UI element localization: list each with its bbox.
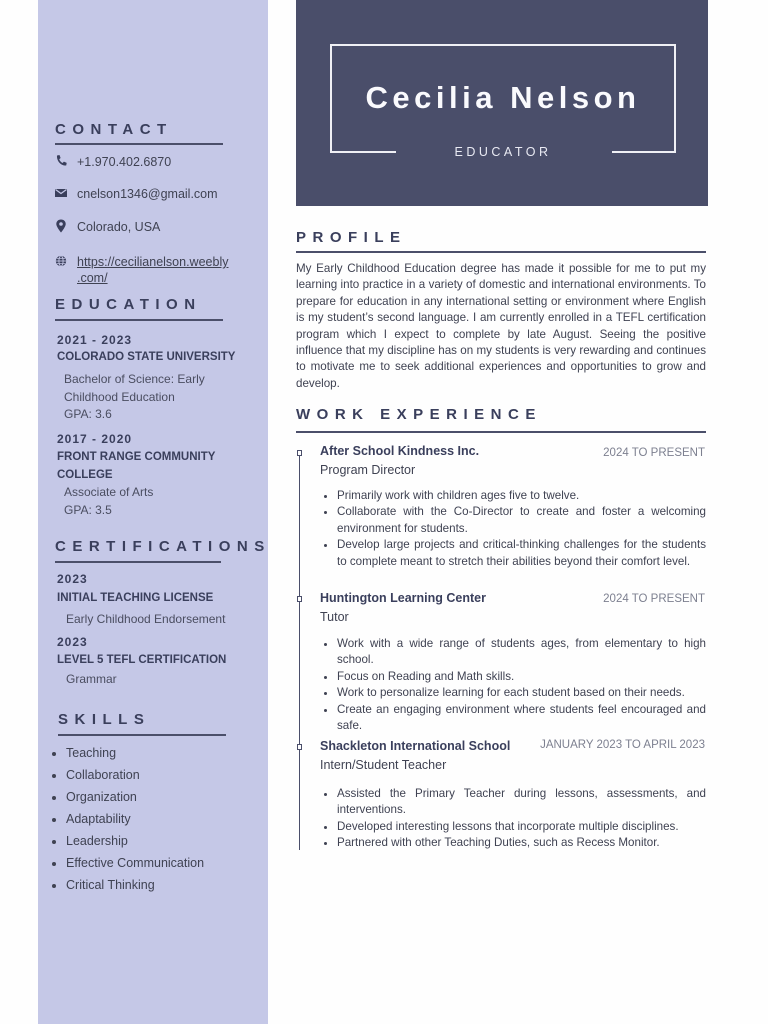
- skill-item: • Organization: [66, 789, 204, 811]
- job-role: Intern/Student Teacher: [320, 758, 447, 772]
- job-company: Huntington Learning Center: [320, 591, 486, 605]
- timeline-marker: [297, 744, 302, 750]
- candidate-role: EDUCATOR: [454, 145, 552, 159]
- job-dates: 2024 TO PRESENT: [603, 593, 705, 605]
- duty-item: • Developed interesting lessons that incorporate multiple disciplines.: [337, 819, 706, 835]
- work-divider: [296, 431, 706, 433]
- education-degree: Associate of Arts: [64, 485, 154, 499]
- certification-year: 2023: [57, 635, 88, 649]
- header-frame: [330, 44, 676, 46]
- duty-item: • Focus on Reading and Math skills.: [337, 669, 706, 685]
- skill-item: • Effective Communication: [66, 855, 204, 877]
- job-company: Shackleton International School: [320, 739, 511, 753]
- contact-heading: CONTACT: [55, 121, 173, 138]
- education-gpa: GPA: 3.5: [64, 503, 112, 517]
- duty-item: • Work with a wide range of students ages, from elementary to high school.: [337, 636, 706, 669]
- phone-number: +1.970.402.6870: [77, 155, 172, 169]
- job-dates: JANUARY 2023 TO APRIL 2023: [540, 739, 705, 751]
- education-heading: EDUCATION: [55, 296, 202, 313]
- skill-item: • Leadership: [66, 833, 204, 855]
- candidate-name: Cecilia Nelson: [365, 80, 641, 115]
- timeline-line: [299, 452, 300, 850]
- certifications-heading: CERTIFICATIONS: [55, 538, 271, 555]
- profile-divider: [296, 251, 706, 253]
- contact-divider: [55, 143, 223, 145]
- skills-list: [52, 745, 204, 899]
- duty-item: • Partnered with other Teaching Duties, such as Recess Monitor.: [337, 835, 706, 851]
- education-gpa: GPA: 3.6: [64, 407, 112, 421]
- profile-text: My Early Childhood Education degree has made it possible for me to put my learning into practice in a variety of domestic and international environments. To prepare for education in any international setting or environment where English is my student’s second language. I am currently enrolled in a TEFL certification program which I expect to complete by late August. Seeing the positive influence that my discipline has on my students is very rewarding and continues to motivate me to seek additional experiences and opportunities to grow and develop.: [296, 262, 706, 390]
- job-duties: [320, 488, 706, 570]
- job-dates: 2024 TO PRESENT: [603, 447, 705, 459]
- education-school: COLORADO STATE UNIVERSITY: [57, 351, 236, 363]
- work-heading: WORK EXPERIENCE: [296, 406, 542, 423]
- education-school: FRONT RANGE COMMUNITY COLLEGE: [57, 451, 216, 481]
- education-years: 2017 - 2020: [57, 432, 133, 446]
- certification-name: LEVEL 5 TEFL CERTIFICATION: [57, 654, 227, 666]
- email-address: cnelson1346@gmail.com: [77, 187, 218, 201]
- skills-heading: SKILLS: [58, 711, 151, 728]
- duty-item: • Create an engaging environment where students feel encouraged and safe.: [337, 702, 706, 735]
- duty-item: • Collaborate with the Co-Director to create and foster a welcoming environment for students.: [337, 504, 706, 537]
- map-pin-icon: [55, 219, 67, 233]
- website-link[interactable]: https://cecilianelson.weebly .com/: [77, 255, 229, 285]
- duty-item: • Work to personalize learning for each student based on their needs.: [337, 685, 706, 701]
- skill-item: • Teaching: [66, 745, 204, 767]
- certification-detail: Grammar: [66, 672, 117, 686]
- phone-icon: [55, 154, 67, 168]
- duty-item: • Develop large projects and critical-thinking challenges for the students to complete meant to stretch their abilities beyond their comfort level.: [337, 537, 706, 570]
- location-text: Colorado, USA: [77, 220, 161, 234]
- skills-divider: [58, 734, 226, 736]
- certification-name: INITIAL TEACHING LICENSE: [57, 592, 214, 604]
- skill-item: • Collaboration: [66, 767, 204, 789]
- skill-item: • Critical Thinking: [66, 877, 204, 899]
- certifications-divider: [55, 561, 221, 563]
- job-role: Program Director: [320, 463, 416, 477]
- globe-icon: [55, 254, 67, 268]
- profile-heading: PROFILE: [296, 229, 407, 246]
- education-years: 2021 - 2023: [57, 333, 133, 347]
- job-role: Tutor: [320, 610, 349, 624]
- duty-item: • Primarily work with children ages five to twelve.: [337, 488, 706, 504]
- job-company: After School Kindness Inc.: [320, 444, 480, 458]
- skill-item: • Adaptability: [66, 811, 204, 833]
- job-duties: [320, 786, 706, 852]
- timeline-marker: [297, 596, 302, 602]
- certification-detail: Early Childhood Endorsement: [66, 612, 226, 626]
- timeline-marker: [297, 450, 302, 456]
- certification-year: 2023: [57, 572, 88, 586]
- duty-item: • Assisted the Primary Teacher during lessons, assessments, and interventions.: [337, 786, 706, 819]
- envelope-icon: [55, 186, 67, 200]
- job-duties: [320, 636, 706, 734]
- education-divider: [55, 319, 223, 321]
- education-degree: Bachelor of Science: Early Childhood Education: [64, 372, 205, 404]
